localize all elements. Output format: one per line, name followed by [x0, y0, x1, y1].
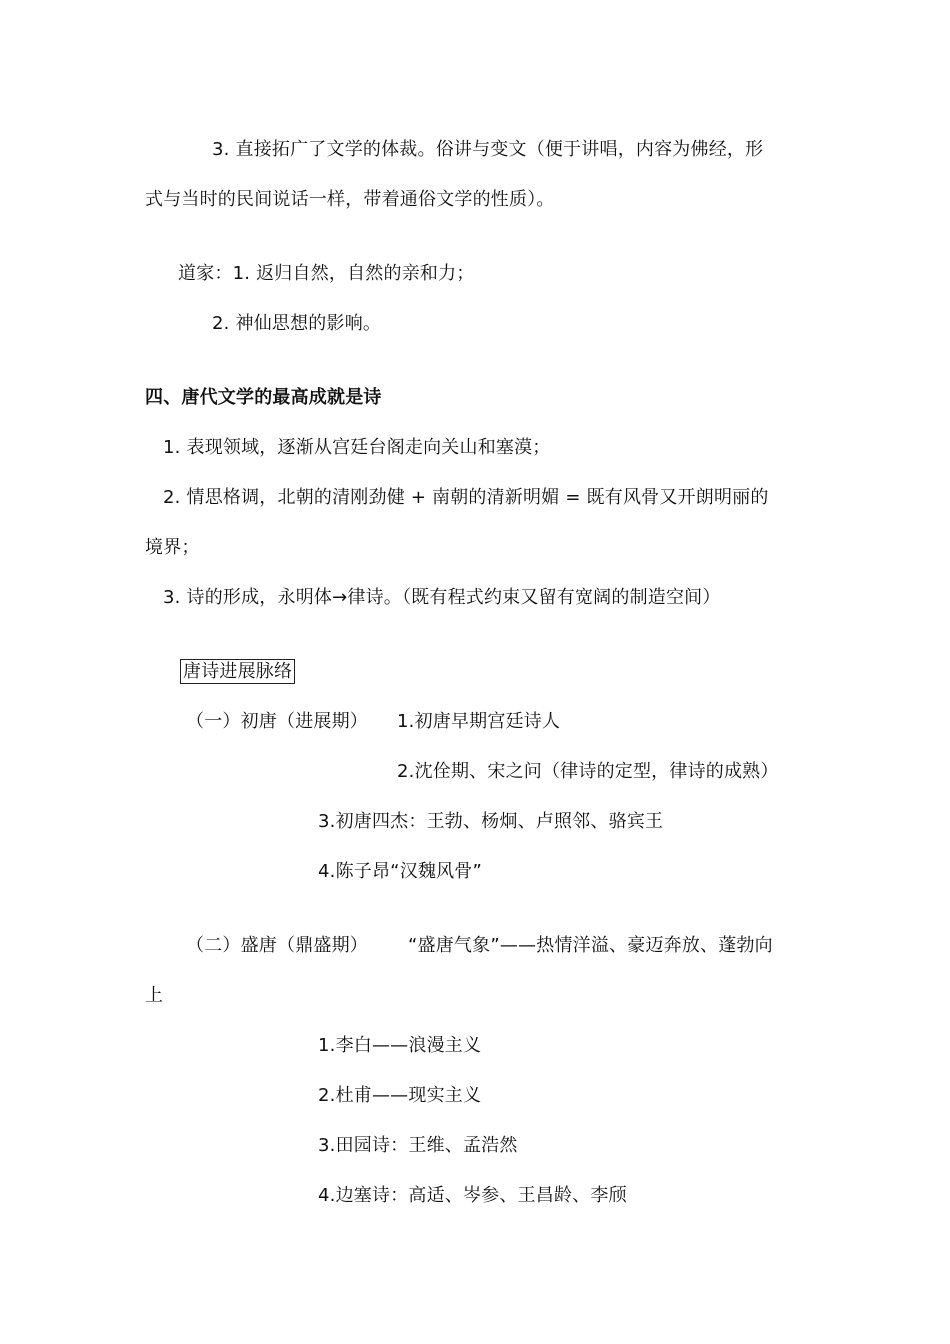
section-point-1: 1. 表现领域，逐渐从宫廷台阁走向关山和塞漠； — [163, 437, 551, 458]
section-point-2-line2: 境界； — [145, 537, 200, 558]
high-tang-desc-line1: “盛唐气象”——热情洋溢、豪迈奔放、蓬勃向 — [408, 935, 773, 956]
taoism-item2: 2. 神仙思想的影响。 — [212, 313, 382, 334]
buddhism-item3-line2: 式与当时的民间说话一样，带着通俗文学的性质）。 — [145, 189, 555, 210]
high-tang-item-1: 1.李白——浪漫主义 — [318, 1035, 482, 1056]
high-tang-desc-line2: 上 — [145, 985, 164, 1006]
high-tang-label: （二）盛唐（鼎盛期） — [186, 935, 368, 956]
high-tang-item-3: 3.田园诗：王维、孟浩然 — [318, 1135, 518, 1156]
early-tang-label: （一）初唐（进展期） — [186, 711, 368, 732]
taoism-item1: 道家：1. 返归自然，自然的亲和力； — [178, 263, 475, 284]
early-tang-item-4: 4.陈子昂“汉魏风骨” — [318, 861, 483, 882]
early-tang-item-3: 3.初唐四杰：王勃、杨炯、卢照邻、骆宾王 — [318, 811, 664, 832]
section-point-3: 3. 诗的形成，永明体→律诗。（既有程式约束又留有宽阔的制造空间） — [163, 587, 721, 608]
section-point-2-line1: 2. 情思格调，北朝的清刚劲健 + 南朝的清新明媚 = 既有风骨又开朗明丽的 — [163, 487, 769, 508]
buddhism-item3-line1: 3. 直接拓广了文学的体裁。俗讲与变文（便于讲唱，内容为佛经，形 — [212, 139, 764, 160]
early-tang-item-2: 2.沈佺期、宋之问（律诗的定型，律诗的成熟） — [397, 761, 779, 782]
high-tang-item-4: 4.边塞诗：高适、岑参、王昌龄、李颀 — [318, 1185, 627, 1206]
early-tang-item-1: 1.初唐早期宫廷诗人 — [397, 711, 561, 732]
tang-poetry-box-title: 唐诗进展脉络 — [180, 659, 295, 684]
section-heading: 四、唐代文学的最高成就是诗 — [145, 387, 382, 408]
high-tang-item-2: 2.杜甫——现实主义 — [318, 1085, 482, 1106]
